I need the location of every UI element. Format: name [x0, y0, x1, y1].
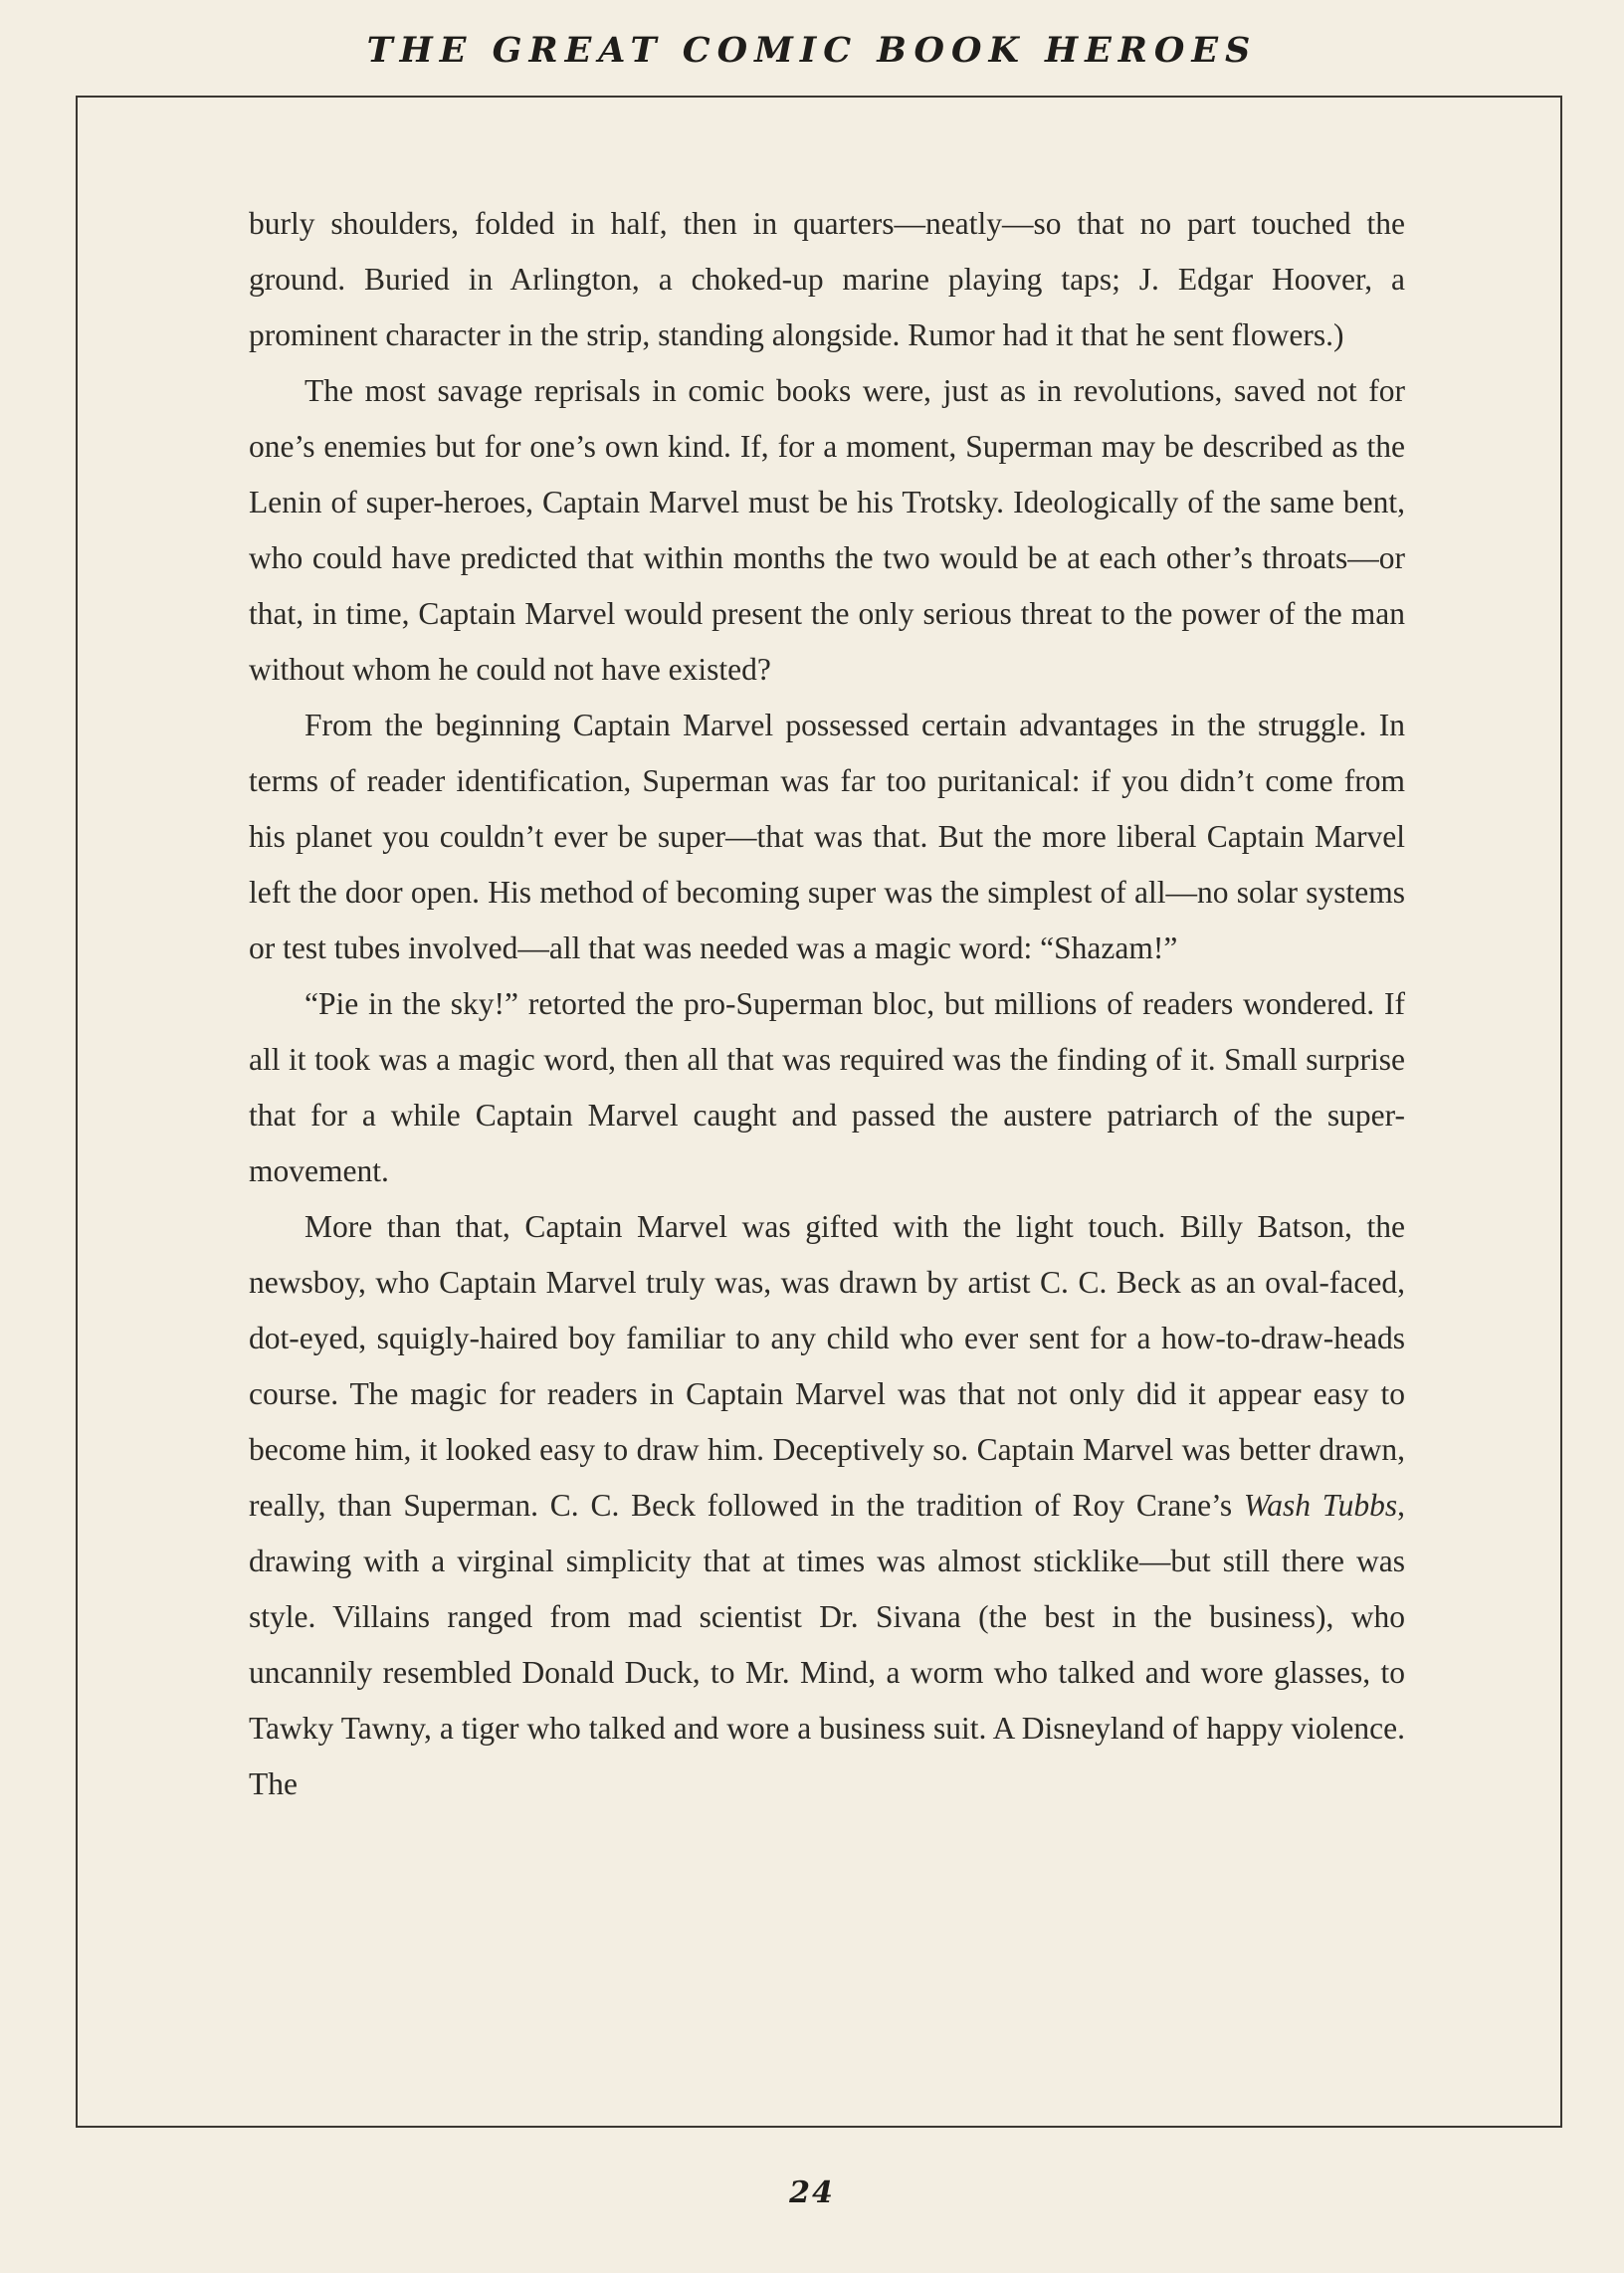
- paragraph-light-touch: [249, 1199, 1405, 1812]
- paragraph-continued: burly shoulders, folded in half, then in quarters—neatly—so that no part touched the ground. Buried in Arlington, a choked-up marine playing taps; J. Edgar Hoover, a prominent character in the strip, standing alongside. Rumor had it that he sent flowers.): [249, 206, 1405, 352]
- paragraph-light-touch-part-2: , drawing with a virginal simplicity that at times was almost sticklike—but still there was style. Villains ranged from mad scientist Dr. Sivana (the best in the business), who uncannily resembled Donald Duck, to Mr. Mind, a worm who talked and wore glasses, to Tawky Tawny, a tiger who talked and wore a business suit. A Disneyland of happy violence. The: [249, 1488, 1405, 1801]
- body-text: [249, 196, 1405, 1812]
- wash-tubbs-title: Wash Tubbs: [1243, 1488, 1398, 1523]
- running-head-title: THE GREAT COMIC BOOK HEROES: [366, 30, 1258, 71]
- page-number: 24: [789, 2175, 835, 2210]
- paragraph-pie-in-the-sky: “Pie in the sky!” retorted the pro-Superman bloc, but millions of readers wondered. If all it took was a magic word, then all that was required was the finding of it. Small surprise that for a while Captain Marvel caught and passed the austere patriarch of the super-movement.: [249, 986, 1405, 1188]
- paragraph-advantages: From the beginning Captain Marvel possessed certain advantages in the struggle. In terms of reader identification, Superman was far too puritanical: if you didn’t come from his planet you couldn’t ever be super—that was that. But the more liberal Captain Marvel left the door open. His method of becoming super was the simplest of all—no solar systems or test tubes involved—all that was needed was a magic word: “Shazam!”: [249, 708, 1405, 965]
- paragraph-reprisals: The most savage reprisals in comic books were, just as in revolutions, saved not for one’s enemies but for one’s own kind. If, for a moment, Superman may be described as the Lenin of super-heroes, Captain Marvel must be his Trotsky. Ideologically of the same bent, who could have predicted that within months the two would be at each other’s throats—or that, in time, Captain Marvel would present the only serious threat to the power of the man without whom he could not have existed?: [249, 373, 1405, 687]
- paragraph-light-touch-part-1: More than that, Captain Marvel was gifted with the light touch. Billy Batson, the newsboy, who Captain Marvel truly was, was drawn by artist C. C. Beck as an oval-faced, dot-eyed, squigly-haired boy familiar to any child who ever sent for a how-to-draw-heads course. The magic for readers in Captain Marvel was that not only did it appear easy to become him, it looked easy to draw him. Deceptively so. Captain Marvel was better drawn, really, than Superman. C. C. Beck followed in the tradition of Roy Crane’s: [249, 1209, 1405, 1523]
